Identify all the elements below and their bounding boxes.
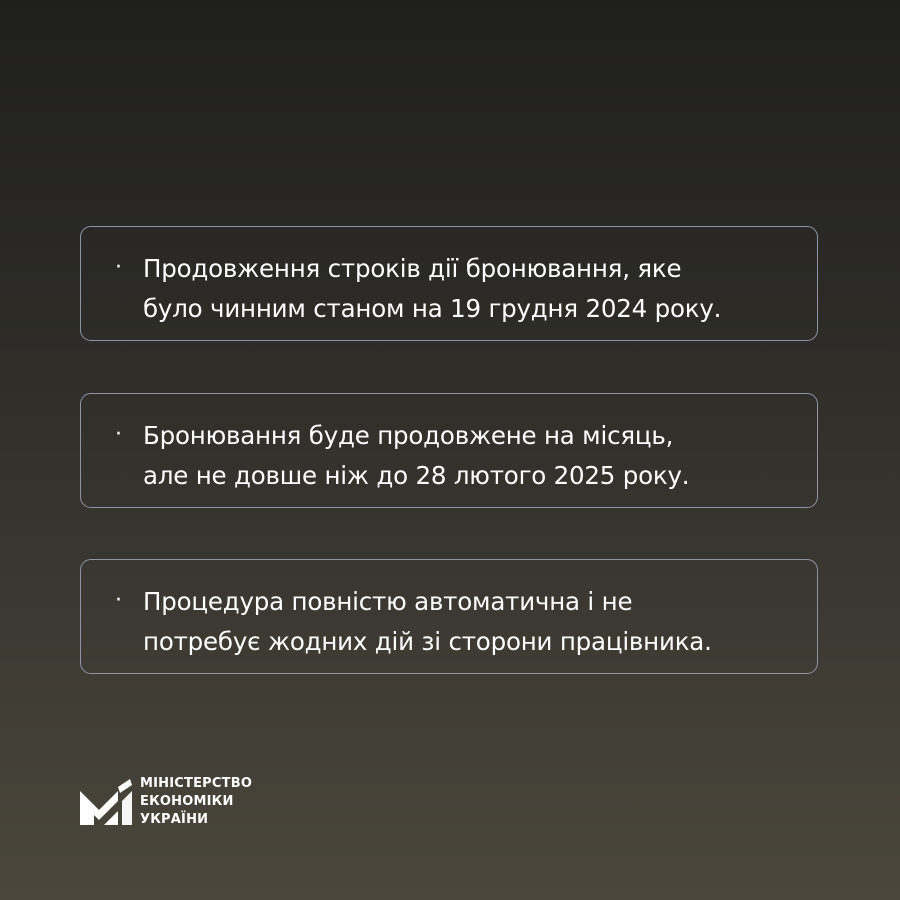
card-1-line-2: було чинним станом на 19 грудня 2024 року. [143,294,722,323]
info-card-2 [80,393,818,508]
logo-line-1: МІНІСТЕРСТВО [140,776,253,791]
bullet-icon: · [115,588,122,613]
bullet-icon: · [115,422,122,447]
logo-line-3: УКРАЇНИ [140,812,209,827]
ministry-logo-icon [80,779,132,825]
card-3-line-2: потребує жодних дій зі сторони працівника. [143,627,712,656]
ministry-logo [80,775,252,829]
card-3-text [143,582,817,662]
card-1-line-1: Продовження строків дії бронювання, яке [143,254,682,283]
card-2-line-1: Бронювання буде продовжене на місяць, [143,421,674,450]
ministry-logo-text [140,775,252,829]
card-2-text [143,416,817,496]
logo-line-2: ЕКОНОМІКИ [140,794,234,809]
card-1-text [143,249,817,329]
info-card-3 [80,559,818,674]
card-3-line-1: Процедура повністю автоматична і не [143,587,633,616]
card-2-line-2: але не довше ніж до 28 лютого 2025 року. [143,461,690,490]
bullet-icon: · [115,255,122,280]
info-card-1 [80,226,818,341]
